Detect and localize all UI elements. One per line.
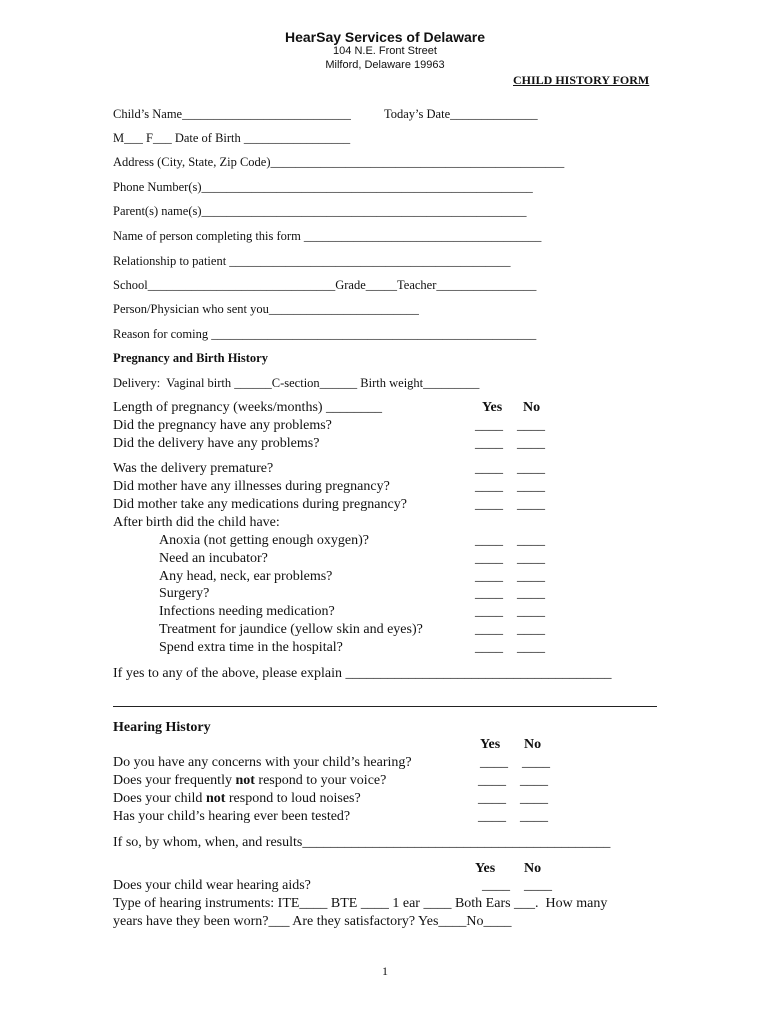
referred-by-field[interactable]: Person/Physician who sent you________________________ bbox=[113, 302, 419, 316]
no-blank[interactable]: ____ bbox=[517, 533, 545, 548]
question-jaundice: Treatment for jaundice (yellow skin and eyes)? bbox=[159, 622, 423, 637]
address-line-2: Milford, Delaware 19963 bbox=[325, 59, 445, 71]
no-blank[interactable]: ____ bbox=[524, 878, 552, 893]
organization-name: HearSay Services of Delaware bbox=[284, 29, 485, 45]
no-blank[interactable]: ____ bbox=[517, 586, 545, 601]
explain-continuation-line[interactable] bbox=[113, 706, 657, 707]
no-blank[interactable]: ____ bbox=[520, 773, 548, 788]
question-text: Does your child bbox=[113, 791, 206, 806]
question-hearing-aids: Does your child wear hearing aids? bbox=[113, 878, 311, 893]
yes-blank[interactable]: ____ bbox=[475, 497, 503, 512]
question-text: respond to your voice? bbox=[254, 773, 387, 788]
question-head-neck-ear: Any head, neck, ear problems? bbox=[159, 569, 333, 584]
question-anoxia: Anoxia (not getting enough oxygen)? bbox=[159, 533, 369, 548]
no-column-header: No bbox=[524, 861, 542, 876]
no-blank[interactable]: ____ bbox=[517, 604, 545, 619]
yes-blank[interactable]: ____ bbox=[482, 878, 510, 893]
yes-blank[interactable]: ____ bbox=[475, 479, 503, 494]
todays-date-field[interactable]: Today’s Date______________ bbox=[384, 107, 538, 121]
yes-blank[interactable]: ____ bbox=[478, 773, 506, 788]
hearing-instrument-type-field[interactable]: Type of hearing instruments: ITE____ BTE ____ 1 ear ____ Both Ears ___. How many bbox=[113, 896, 608, 911]
sex-dob-field[interactable]: M___ F___ Date of Birth _________________ bbox=[113, 131, 351, 145]
years-worn-field[interactable]: years have they been worn?___ Are they satisfactory? Yes____No____ bbox=[113, 914, 512, 929]
question-text: Does your frequently bbox=[113, 773, 236, 788]
no-blank[interactable]: ____ bbox=[517, 622, 545, 637]
no-blank[interactable]: ____ bbox=[520, 791, 548, 806]
yes-blank[interactable]: ____ bbox=[478, 791, 506, 806]
yes-blank[interactable]: ____ bbox=[475, 569, 503, 584]
delivery-field[interactable]: Delivery: Vaginal birth ______C-section______ Birth weight_________ bbox=[113, 376, 480, 390]
no-blank[interactable]: ____ bbox=[517, 436, 545, 451]
yes-blank[interactable]: ____ bbox=[475, 533, 503, 548]
yes-blank[interactable]: ____ bbox=[475, 640, 503, 655]
reason-for-coming-field[interactable]: Reason for coming ____________________________________________________ bbox=[113, 327, 537, 341]
question-mother-medications: Did mother take any medications during pregnancy? bbox=[113, 497, 407, 512]
school-grade-teacher-field[interactable]: School______________________________Grade_____Teacher________________ bbox=[113, 278, 537, 292]
no-blank[interactable]: ____ bbox=[517, 461, 545, 476]
yes-blank[interactable]: ____ bbox=[475, 622, 503, 637]
address-field[interactable]: Address (City, State, Zip Code)_______________________________________________ bbox=[113, 155, 565, 169]
no-blank[interactable]: ____ bbox=[517, 640, 545, 655]
childs-name-field[interactable]: Child’s Name___________________________ bbox=[113, 107, 351, 121]
yes-column-header: Yes bbox=[480, 737, 501, 752]
question-mother-illness: Did mother have any illnesses during pregnancy? bbox=[113, 479, 390, 494]
yes-blank[interactable]: ____ bbox=[475, 551, 503, 566]
question-text: respond to loud noises? bbox=[225, 791, 361, 806]
yes-column-header: Yes bbox=[475, 861, 496, 876]
parents-name-field[interactable]: Parent(s) name(s)____________________________________________________ bbox=[113, 204, 527, 218]
tested-by-field[interactable]: If so, by whom, when, and results____________________________________________ bbox=[113, 835, 611, 850]
hearing-section-heading: Hearing History bbox=[113, 720, 211, 735]
question-delivery-problems: Did the delivery have any problems? bbox=[113, 436, 320, 451]
yes-blank[interactable]: ____ bbox=[475, 418, 503, 433]
question-premature: Was the delivery premature? bbox=[113, 461, 274, 476]
no-column-header: No bbox=[524, 737, 542, 752]
address-line-1: 104 N.E. Front Street bbox=[333, 45, 437, 57]
question-hearing-tested: Has your child’s hearing ever been tested? bbox=[113, 809, 351, 824]
yes-blank[interactable]: ____ bbox=[475, 604, 503, 619]
no-blank[interactable]: ____ bbox=[522, 755, 550, 770]
yes-blank[interactable]: ____ bbox=[475, 436, 503, 451]
yes-blank[interactable]: ____ bbox=[478, 809, 506, 824]
question-pregnancy-problems: Did the pregnancy have any problems? bbox=[113, 418, 332, 433]
question-hospital-time: Spend extra time in the hospital? bbox=[159, 640, 343, 655]
no-blank[interactable]: ____ bbox=[517, 479, 545, 494]
no-blank[interactable]: ____ bbox=[517, 497, 545, 512]
question-surgery: Surgery? bbox=[159, 586, 210, 601]
no-blank[interactable]: ____ bbox=[517, 551, 545, 566]
emphasis-not: not bbox=[235, 773, 255, 788]
yes-column-header: Yes bbox=[482, 400, 503, 415]
page-number: 1 bbox=[382, 964, 388, 978]
yes-blank[interactable]: ____ bbox=[475, 461, 503, 476]
question-respond-noises bbox=[113, 791, 361, 807]
question-after-birth: After birth did the child have: bbox=[113, 515, 280, 530]
no-column-header: No bbox=[523, 400, 541, 415]
question-incubator: Need an incubator? bbox=[159, 551, 268, 566]
question-infections: Infections needing medication? bbox=[159, 604, 335, 619]
phone-field[interactable]: Phone Number(s)_____________________________________________________ bbox=[113, 180, 533, 194]
explain-field[interactable]: If yes to any of the above, please explain ______________________________________ bbox=[113, 666, 612, 681]
yes-blank[interactable]: ____ bbox=[475, 586, 503, 601]
emphasis-not: not bbox=[205, 791, 226, 806]
person-completing-field[interactable]: Name of person completing this form ______________________________________ bbox=[113, 229, 542, 243]
question-hearing-concerns: Do you have any concerns with your child’s hearing? bbox=[113, 755, 412, 770]
no-blank[interactable]: ____ bbox=[520, 809, 548, 824]
relationship-field[interactable]: Relationship to patient _____________________________________________ bbox=[113, 254, 511, 268]
pregnancy-section-heading: Pregnancy and Birth History bbox=[113, 351, 268, 365]
no-blank[interactable]: ____ bbox=[517, 418, 545, 433]
no-blank[interactable]: ____ bbox=[517, 569, 545, 584]
pregnancy-length-field[interactable]: Length of pregnancy (weeks/months) ________ bbox=[113, 400, 383, 415]
form-title: CHILD HISTORY FORM bbox=[513, 73, 650, 87]
yes-blank[interactable]: ____ bbox=[480, 755, 508, 770]
question-respond-voice bbox=[113, 773, 386, 789]
